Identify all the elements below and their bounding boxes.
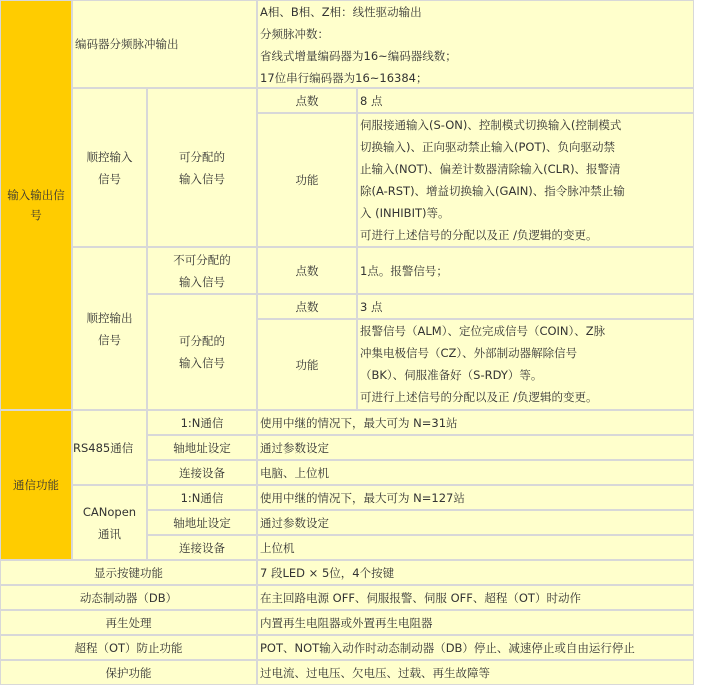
bottom-key-cell	[0, 635, 257, 660]
bottom-key: 动态制动器（DB）	[79, 590, 178, 605]
rs485-value: 通过参数设定	[260, 440, 329, 455]
section-comm-cell	[0, 410, 72, 560]
bottom-key-cell	[0, 660, 257, 685]
seq-in-func-label: 功能	[295, 173, 319, 187]
encoder-line: A相、B相、Z相：线性驱动输出	[260, 5, 422, 19]
seq-in-sub: 输入信号	[179, 171, 225, 186]
seq-out-func-line: 报警信号（ALM）、定位完成信号（COIN）、Z脉	[360, 324, 606, 338]
encoder-label-cell	[72, 0, 257, 88]
seq-in-func-label-cell	[257, 113, 357, 247]
seq-in-func-line: 伺服接通输入(S-ON)、控制模式切换输入(控制模式	[360, 118, 622, 132]
seq-in-label: 顺控输入	[86, 149, 133, 164]
seq-out-func-cell	[357, 319, 694, 410]
seq-in-sub-cell	[147, 88, 257, 247]
canopen-value-cell	[257, 485, 694, 510]
bottom-key: 显示按键功能	[94, 565, 163, 580]
encoder-desc-cell	[257, 0, 694, 88]
seq-out-points-value-cell	[357, 294, 694, 319]
seq-in-label: 信号	[98, 171, 121, 186]
rs485-value: 电脑、上位机	[260, 465, 329, 480]
bottom-value: 7 段LED × 5位，4个按键	[260, 565, 395, 580]
canopen-key-cell	[147, 510, 257, 535]
seq-in-points-label: 点数	[295, 93, 319, 108]
bottom-key: 再生处理	[105, 615, 152, 630]
bottom-value-cell	[257, 610, 694, 635]
seq-out-sub: 输入信号	[179, 356, 225, 370]
canopen-value-cell	[257, 510, 694, 535]
seq-out-func-line: （BK）、伺服准备好（S-RDY）等。	[360, 368, 543, 382]
seq-in-func-line: 除(A-RST)、增益切换输入(GAIN)、指令脉冲禁止输	[360, 184, 625, 198]
bottom-value-cell	[257, 635, 694, 660]
rs485-value-cell	[257, 460, 694, 485]
rs485-value-cell	[257, 435, 694, 460]
canopen-key-cell	[147, 485, 257, 510]
seq-out-sub: 可分配的	[179, 334, 225, 348]
bottom-key-cell	[0, 560, 257, 585]
rs485-label-cell	[72, 410, 147, 485]
canopen-value: 通过参数设定	[260, 515, 329, 530]
rs485-key-cell	[147, 410, 257, 435]
canopen-label: CANopen	[82, 504, 137, 519]
seq-out-label: 顺控输出	[86, 310, 133, 325]
seq-out-func-line: 可进行上述信号的分配以及正 /负逻辑的变更。	[360, 390, 598, 404]
section-io-label: 输入输出信号	[7, 188, 65, 222]
rs485-key: 轴地址设定	[173, 440, 231, 455]
canopen-value: 上位机	[260, 540, 295, 555]
encoder-line: 分频脉冲数：	[260, 27, 329, 41]
bottom-value-cell	[257, 660, 694, 685]
rs485-key: 1:N通信	[180, 415, 224, 430]
seq-in-func-line: 可进行上述信号的分配以及正 /负逻辑的变更。	[360, 228, 598, 242]
rs485-value: 使用中继的情况下，最大可为 N=31站	[260, 415, 458, 430]
rs485-key-cell	[147, 435, 257, 460]
rs485-key-cell	[147, 460, 257, 485]
bottom-value-cell	[257, 585, 694, 610]
seq-out-fixed-points-value: 1点。报警信号；	[360, 263, 448, 278]
seq-out-fixed-points-value-cell	[357, 247, 694, 294]
seq-in-points-value-cell	[357, 88, 694, 113]
section-comm-label: 通信功能	[13, 478, 59, 492]
seq-out-fixed-points-label-cell	[257, 247, 357, 294]
canopen-key-cell	[147, 535, 257, 560]
seq-in-func-line: 止输入(NOT)、偏差计数器清除输入(CLR)、报警清	[360, 162, 621, 176]
bottom-key-cell	[0, 585, 257, 610]
canopen-label-cell	[72, 485, 147, 560]
seq-out-func-label-cell	[257, 319, 357, 410]
canopen-key: 1:N通信	[180, 490, 224, 505]
seq-out-func-line: 冲集电极信号（CZ）、外部制动器解除信号	[360, 346, 578, 360]
seq-in-func-cell	[357, 113, 694, 247]
seq-out-points-label-cell	[257, 294, 357, 319]
bottom-value: 在主回路电源 OFF、伺服报警、伺服 OFF、超程（OT）时动作	[260, 590, 581, 605]
bottom-key: 保护功能	[105, 665, 152, 680]
bottom-value-cell	[257, 560, 694, 585]
seq-in-func-line: 入 (INHIBIT)等。	[360, 206, 450, 220]
seq-out-points-label: 点数	[295, 299, 319, 314]
bottom-value: POT、NOT输入动作时动态制动器（DB）停止、减速停止或自由运行停止	[260, 640, 635, 655]
seq-in-sub: 可分配的	[179, 149, 225, 164]
seq-out-fixed-sub-cell	[147, 247, 257, 294]
section-io-cell	[0, 0, 72, 410]
canopen-key: 轴地址设定	[173, 515, 231, 530]
encoder-label: 编码器分频脉冲输出	[75, 37, 179, 51]
canopen-value: 使用中继的情况下，最大可为 N=127站	[260, 490, 465, 505]
bottom-value: 内置再生电阻器或外置再生电阻器	[260, 615, 433, 630]
bottom-value: 过电流、过电压、欠电压、过载、再生故障等	[260, 665, 490, 680]
bottom-key-cell	[0, 610, 257, 635]
rs485-value-cell	[257, 410, 694, 435]
canopen-key: 连接设备	[179, 540, 225, 555]
encoder-line: 17位串行编码器为16~16384；	[260, 71, 428, 85]
seq-in-label-cell	[72, 88, 147, 247]
seq-out-label-cell	[72, 247, 147, 410]
seq-out-fixed-points-label: 点数	[295, 263, 319, 278]
seq-in-func-line: 切换输入)、正向驱动禁止输入(POT)、负向驱动禁	[360, 140, 615, 154]
seq-out-sub-cell	[147, 294, 257, 410]
seq-in-points-label-cell	[257, 88, 357, 113]
canopen-label: 通讯	[98, 526, 121, 541]
seq-out-func-label: 功能	[295, 357, 319, 372]
seq-out-fixed-sub: 不可分配的	[173, 252, 231, 267]
rs485-label: RS485通信	[73, 440, 134, 455]
seq-out-fixed-sub: 输入信号	[179, 274, 225, 289]
rs485-key: 连接设备	[179, 465, 225, 480]
seq-in-points-value: 8 点	[360, 93, 383, 108]
seq-out-points-value: 3 点	[360, 299, 383, 314]
seq-out-label: 信号	[98, 332, 121, 347]
encoder-line: 省线式增量编码器为16~编码器线数；	[260, 49, 457, 63]
canopen-value-cell	[257, 535, 694, 560]
bottom-key: 超程（OT）防止功能	[74, 640, 183, 655]
